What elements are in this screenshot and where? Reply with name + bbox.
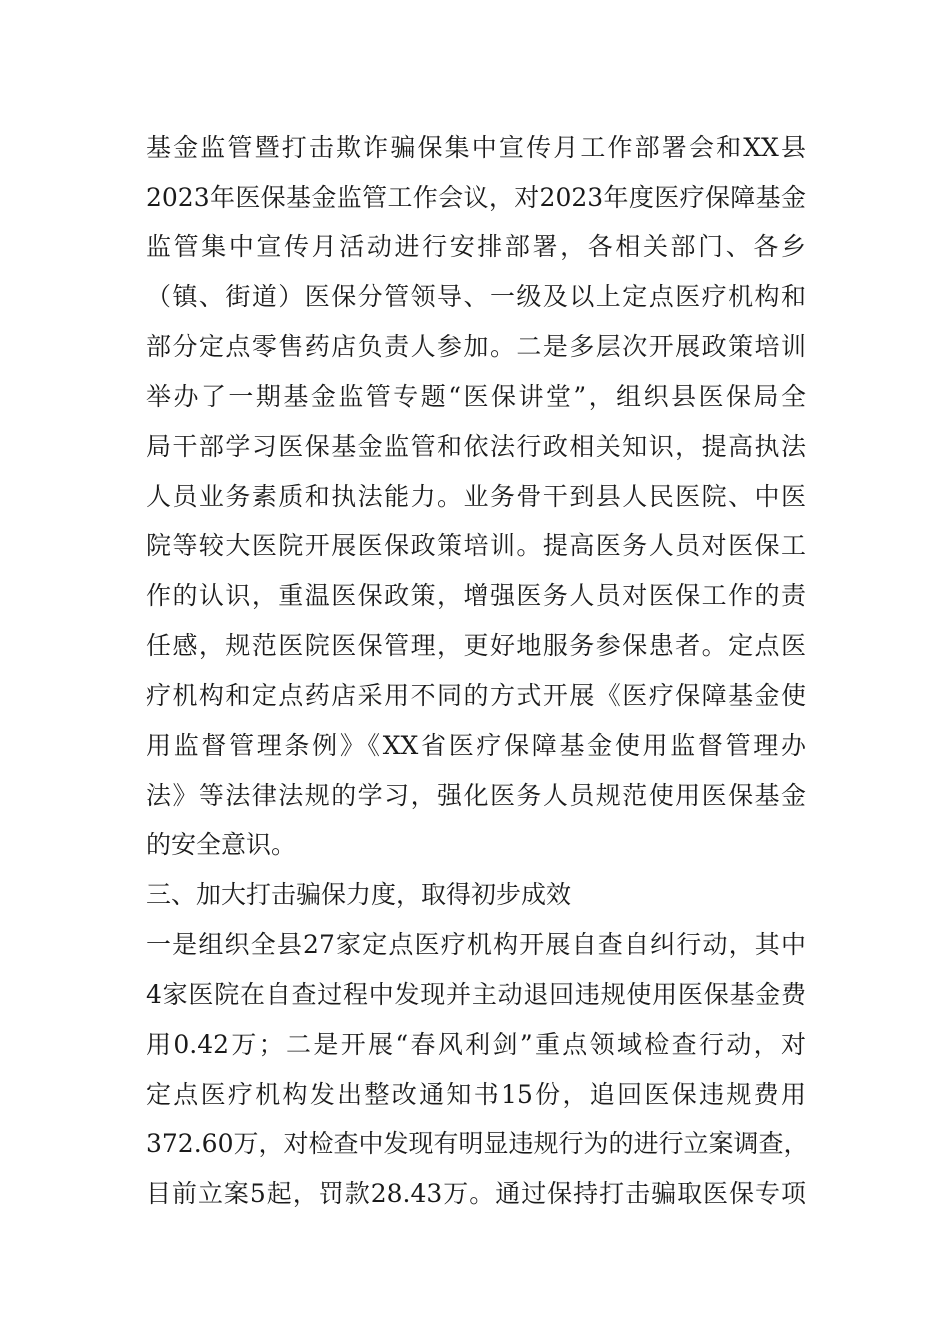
text-line: 举办了一期基金监管专题“医保讲堂”，组织县医保局全	[146, 382, 806, 411]
text-line: 用0.42万；二是开展“春风利剑”重点领域检查行动，对	[146, 1030, 806, 1059]
text-line: 一是组织全县27家定点医疗机构开展自查自纠行动，其中	[146, 930, 806, 959]
text-line: 基金监管暨打击欺诈骗保集中宣传月工作部署会和XX县	[146, 133, 806, 162]
text-line: 院等较大医院开展医保政策培训。提高医务人员对医保工	[146, 531, 806, 560]
text-line: 目前立案5起，罚款28.43万。通过保持打击骗取医保专项	[146, 1179, 806, 1208]
text-line: 作的认识，重温医保政策，增强医务人员对医保工作的责	[146, 581, 806, 610]
text-line: 定点医疗机构发出整改通知书15份，追回医保违规费用	[146, 1080, 806, 1109]
text-line: 任感，规范医院医保管理，更好地服务参保患者。定点医	[146, 631, 806, 660]
text-line: 2023年医保基金监管工作会议，对2023年度医疗保障基金	[146, 183, 806, 212]
text-line: 的安全意识。	[146, 830, 297, 859]
text-line: 法》等法律法规的学习，强化医务人员规范使用医保基金	[146, 781, 806, 810]
text-line: 372.60万，对检查中发现有明显违规行为的进行立案调查，	[146, 1129, 809, 1158]
section-heading: 三、加大打击骗保力度，取得初步成效	[146, 880, 572, 909]
text-line: 部分定点零售药店负责人参加。二是多层次开展政策培训	[146, 332, 806, 361]
text-line: 4家医院在自查过程中发现并主动退回违规使用医保基金费	[146, 980, 806, 1009]
text-line: （镇、街道）医保分管领导、一级及以上定点医疗机构和	[146, 282, 806, 311]
text-line: 人员业务素质和执法能力。业务骨干到县人民医院、中医	[146, 482, 806, 511]
text-line: 局干部学习医保基金监管和依法行政相关知识，提高执法	[146, 432, 806, 461]
text-line: 监管集中宣传月活动进行安排部署，各相关部门、各乡	[146, 232, 806, 261]
text-line: 疗机构和定点药店采用不同的方式开展《医疗保障基金使	[146, 681, 806, 710]
text-line: 用监督管理条例》《XX省医疗保障基金使用监督管理办	[146, 731, 806, 760]
